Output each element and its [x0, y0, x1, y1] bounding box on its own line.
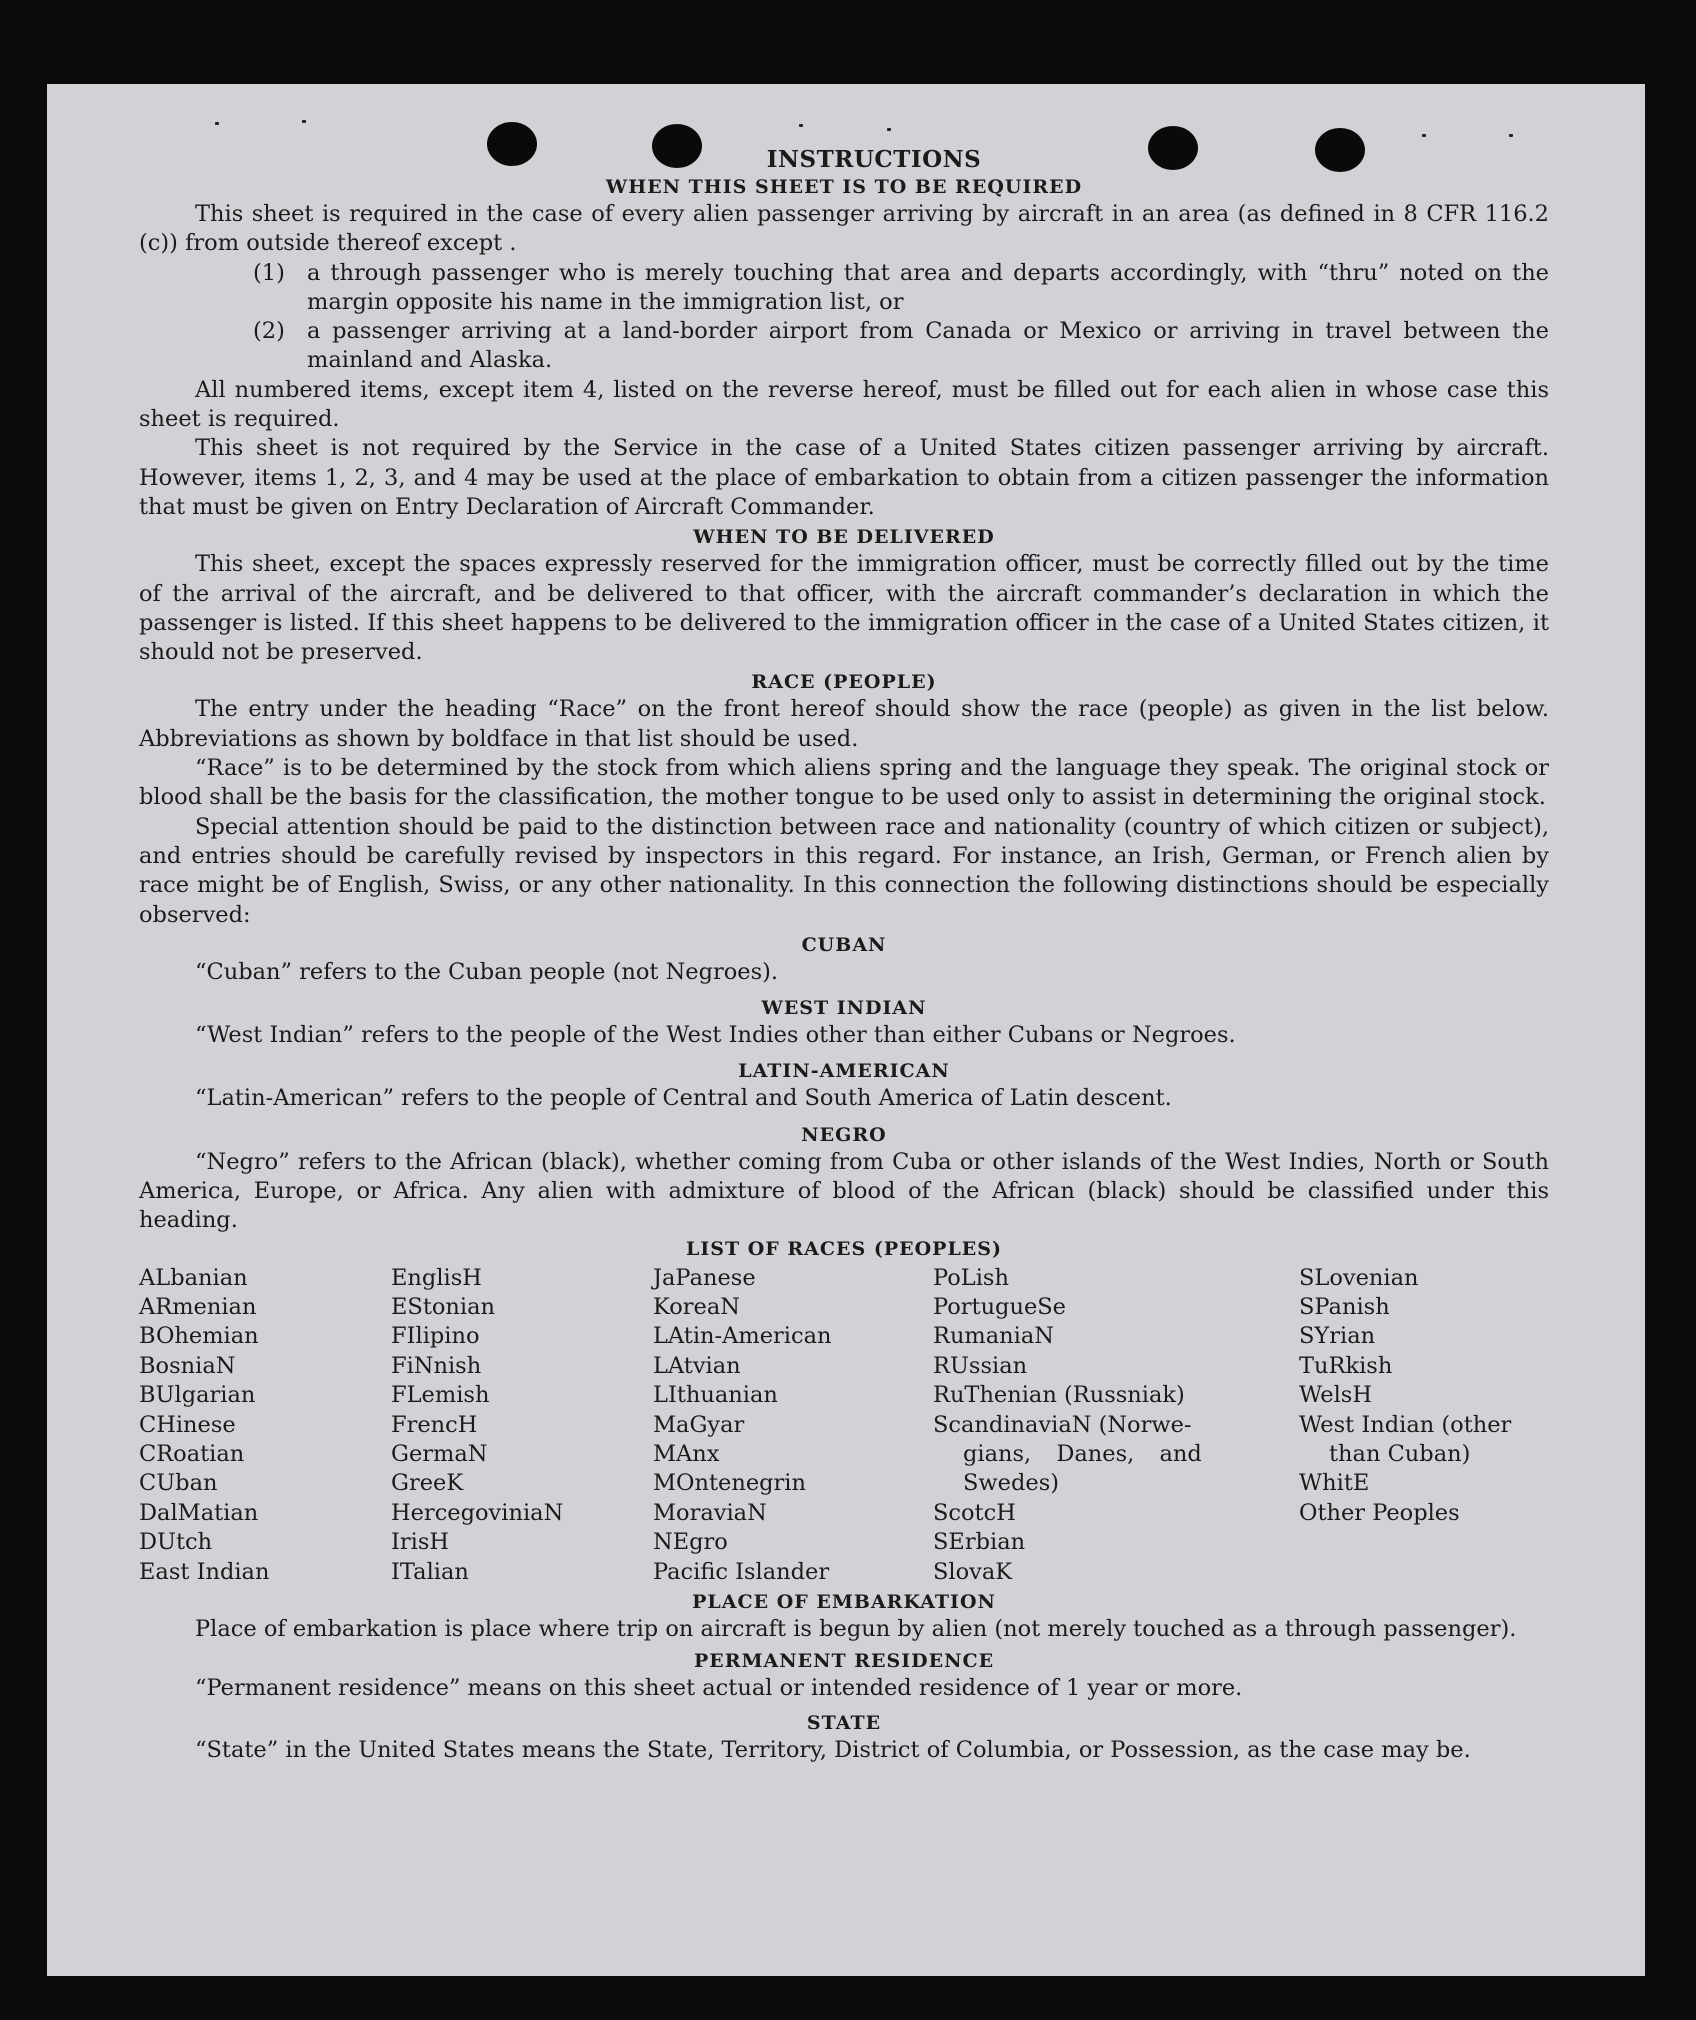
race-entry: SLovenian [1299, 1264, 1419, 1291]
race-entry: SlovaK [933, 1558, 1013, 1585]
race-entry: SErbian [933, 1529, 1026, 1556]
races-column [933, 1264, 1299, 1587]
paragraph: This sheet, except the spaces expressly reserved for the immigration officer, must be correctly filled out by the time of the arrival of the aircraft, and be delivered to that officer, with the aircraft commander’s declaration in which the passenger is listed. If this sheet happens to be delivered to the immigration officer in the case of a United States citizen, it should not be preserved. [139, 551, 1549, 666]
section-heading: LIST OF RACES (PEOPLES) [686, 1237, 1002, 1260]
race-entry: East Indian [139, 1558, 270, 1585]
paragraph: “Cuban” refers to the Cuban people (not Negroes). [195, 958, 779, 985]
section-heading: PERMANENT RESIDENCE [693, 1650, 995, 1673]
paragraph: This sheet is required in the case of every alien passenger arriving by aircraft in an area (as defined in 8 CFR 116.2 (c)) from outside thereof except . [139, 201, 1549, 257]
race-entry: EnglisH [391, 1264, 482, 1291]
paragraph: “Latin-American” refers to the people of Central and South America of Latin descent. [195, 1085, 1172, 1112]
races-column [1299, 1264, 1549, 1587]
race-entry: FrencH [391, 1411, 478, 1438]
race-entry: EStonian [391, 1294, 496, 1321]
race-entry: RUssian [933, 1352, 1028, 1379]
document-sheet [47, 84, 1645, 1976]
paragraph: “Race” is to be determined by the stock from which aliens spring and the language they speak. The original stock or blood shall be the basis for the classification, the mother tongue to be used only to assist in determining the original stock. [139, 755, 1549, 811]
races-column [653, 1264, 933, 1587]
race-entry: ScandinaviaN (Norwe- [933, 1411, 1192, 1438]
race-entry: WelsH [1299, 1382, 1372, 1409]
race-entry: BUlgarian [139, 1382, 256, 1409]
races-column [391, 1264, 653, 1587]
section-heading: WHEN TO BE DELIVERED [693, 526, 995, 549]
race-entry: SYrian [1299, 1323, 1376, 1350]
race-entry: MOntenegrin [653, 1470, 806, 1497]
race-entry-continued: Swedes) [963, 1470, 1060, 1497]
paragraph: The entry under the heading “Race” on the front hereof should show the race (people) as given in the list below. Abbreviations as shown by boldface in that list should be used. [139, 696, 1549, 752]
item-text: a passenger arriving at a land-border airport from Canada or Mexico or arriving in travel between the mainland and Alaska. [307, 318, 1549, 374]
speck [1509, 134, 1513, 137]
race-entry: LIthuanian [653, 1382, 778, 1409]
race-entry: MAnx [653, 1441, 720, 1468]
speck [302, 120, 306, 123]
document-content [139, 144, 1549, 1765]
paragraph: “Permanent residence” means on this sheet actual or intended residence of 1 year or more. [195, 1675, 1243, 1702]
race-entry: LAtin-American [653, 1323, 832, 1350]
race-entry: GermaN [391, 1441, 488, 1468]
list-item [139, 317, 1549, 376]
race-entry: Other Peoples [1299, 1499, 1460, 1526]
item-number: (1) [253, 259, 285, 286]
race-entry: CRoatian [139, 1441, 245, 1468]
speck [799, 124, 803, 127]
section-heading: WHEN THIS SHEET IS TO BE REQUIRED [605, 176, 1083, 198]
section-heading: PLACE OF EMBARKATION [692, 1591, 996, 1614]
race-entry-continued: than Cuban) [1329, 1441, 1471, 1468]
race-entry: BosniaN [139, 1352, 236, 1379]
race-entry: RuThenian (Russniak) [933, 1382, 1185, 1409]
race-entry: DUtch [139, 1529, 213, 1556]
list-item [139, 259, 1549, 318]
race-entry: Pacific Islander [653, 1558, 830, 1585]
speck [887, 128, 891, 131]
race-entry: ARmenian [139, 1294, 257, 1321]
paragraph: All numbered items, except item 4, listed on the reverse hereof, must be filled out for each alien in whose case this sheet is required. [139, 376, 1549, 433]
race-entry: FiNnish [391, 1352, 482, 1379]
section-heading: WEST INDIAN [761, 997, 927, 1020]
race-entry: JaPanese [653, 1264, 756, 1291]
race-entry: SPanish [1299, 1294, 1390, 1321]
races-list [139, 1264, 1549, 1587]
section-heading: RACE (PEOPLE) [751, 671, 937, 694]
race-entry: WhitE [1299, 1470, 1370, 1497]
race-entry: NEgro [653, 1529, 728, 1556]
race-entry: MaGyar [653, 1411, 745, 1438]
race-entry: MoraviaN [653, 1499, 767, 1526]
race-entry: PortugueSe [933, 1294, 1067, 1321]
section-heading: CUBAN [801, 933, 887, 956]
race-entry: ALbanian [139, 1264, 248, 1291]
paragraph: “West Indian” refers to the people of the West Indies other than either Cubans or Negroes. [195, 1022, 1236, 1049]
section-heading: STATE [806, 1711, 882, 1734]
race-entry: West Indian (other [1299, 1411, 1512, 1438]
races-column [139, 1264, 391, 1587]
race-entry: LAtvian [653, 1352, 741, 1379]
section-heading: LATIN-AMERICAN [738, 1060, 950, 1083]
item-text: a through passenger who is merely touching that area and departs accordingly, with “thru” noted on the margin opposite his name in the immigration list, or [307, 259, 1549, 315]
race-entry: PoLish [933, 1264, 1009, 1291]
paragraph: This sheet is not required by the Service in the case of a United States citizen passenger arriving by aircraft. However, items 1, 2, 3, and 4 may be used at the place of embarkation to obtain from a citizen passenger the information that must be given on Entry Declaration of Aircraft Commander. [139, 435, 1549, 520]
race-entry: DalMatian [139, 1499, 259, 1526]
race-entry: FLemish [391, 1382, 490, 1409]
speck [215, 122, 219, 125]
paragraph: “Negro” refers to the African (black), whether coming from Cuba or other islands of the West Indies, North or South America, Europe, or Africa. Any alien with admixture of blood of the African (black) should be classified under this heading. [139, 1148, 1549, 1234]
race-entry: HercegoviniaN [391, 1499, 564, 1526]
paragraph: Special attention should be paid to the distinction between race and nationality (country of which citizen or subject), and entries should be carefully revised by inspectors in this regard. For instance, an Irish, German, or French alien by race might be of English, Swiss, or any other nationality. In this connection the following distinctions should be especially observed: [139, 813, 1549, 928]
race-entry: IrisH [391, 1529, 450, 1556]
speck [1422, 134, 1426, 137]
item-number: (2) [253, 318, 285, 345]
race-entry: TuRkish [1299, 1352, 1393, 1379]
race-entry-continued: gians, Danes, and [963, 1441, 1202, 1468]
race-entry: GreeK [391, 1470, 464, 1497]
race-entry: CHinese [139, 1411, 236, 1438]
page-title: INSTRUCTIONS [766, 146, 982, 173]
paragraph: Place of embarkation is place where trip on aircraft is begun by alien (not merely touched as a through passenger). [195, 1616, 1517, 1643]
race-entry: BOhemian [139, 1323, 259, 1350]
race-entry: RumaniaN [933, 1323, 1054, 1350]
race-entry: CUban [139, 1470, 218, 1497]
section-heading: NEGRO [801, 1123, 887, 1146]
paragraph: “State” in the United States means the State, Territory, District of Columbia, or Possession, as the case may be. [195, 1736, 1471, 1763]
race-entry: ScotcH [933, 1499, 1016, 1526]
race-entry: ITalian [391, 1558, 469, 1585]
race-entry: FIlipino [391, 1323, 480, 1350]
race-entry: KoreaN [653, 1294, 740, 1321]
